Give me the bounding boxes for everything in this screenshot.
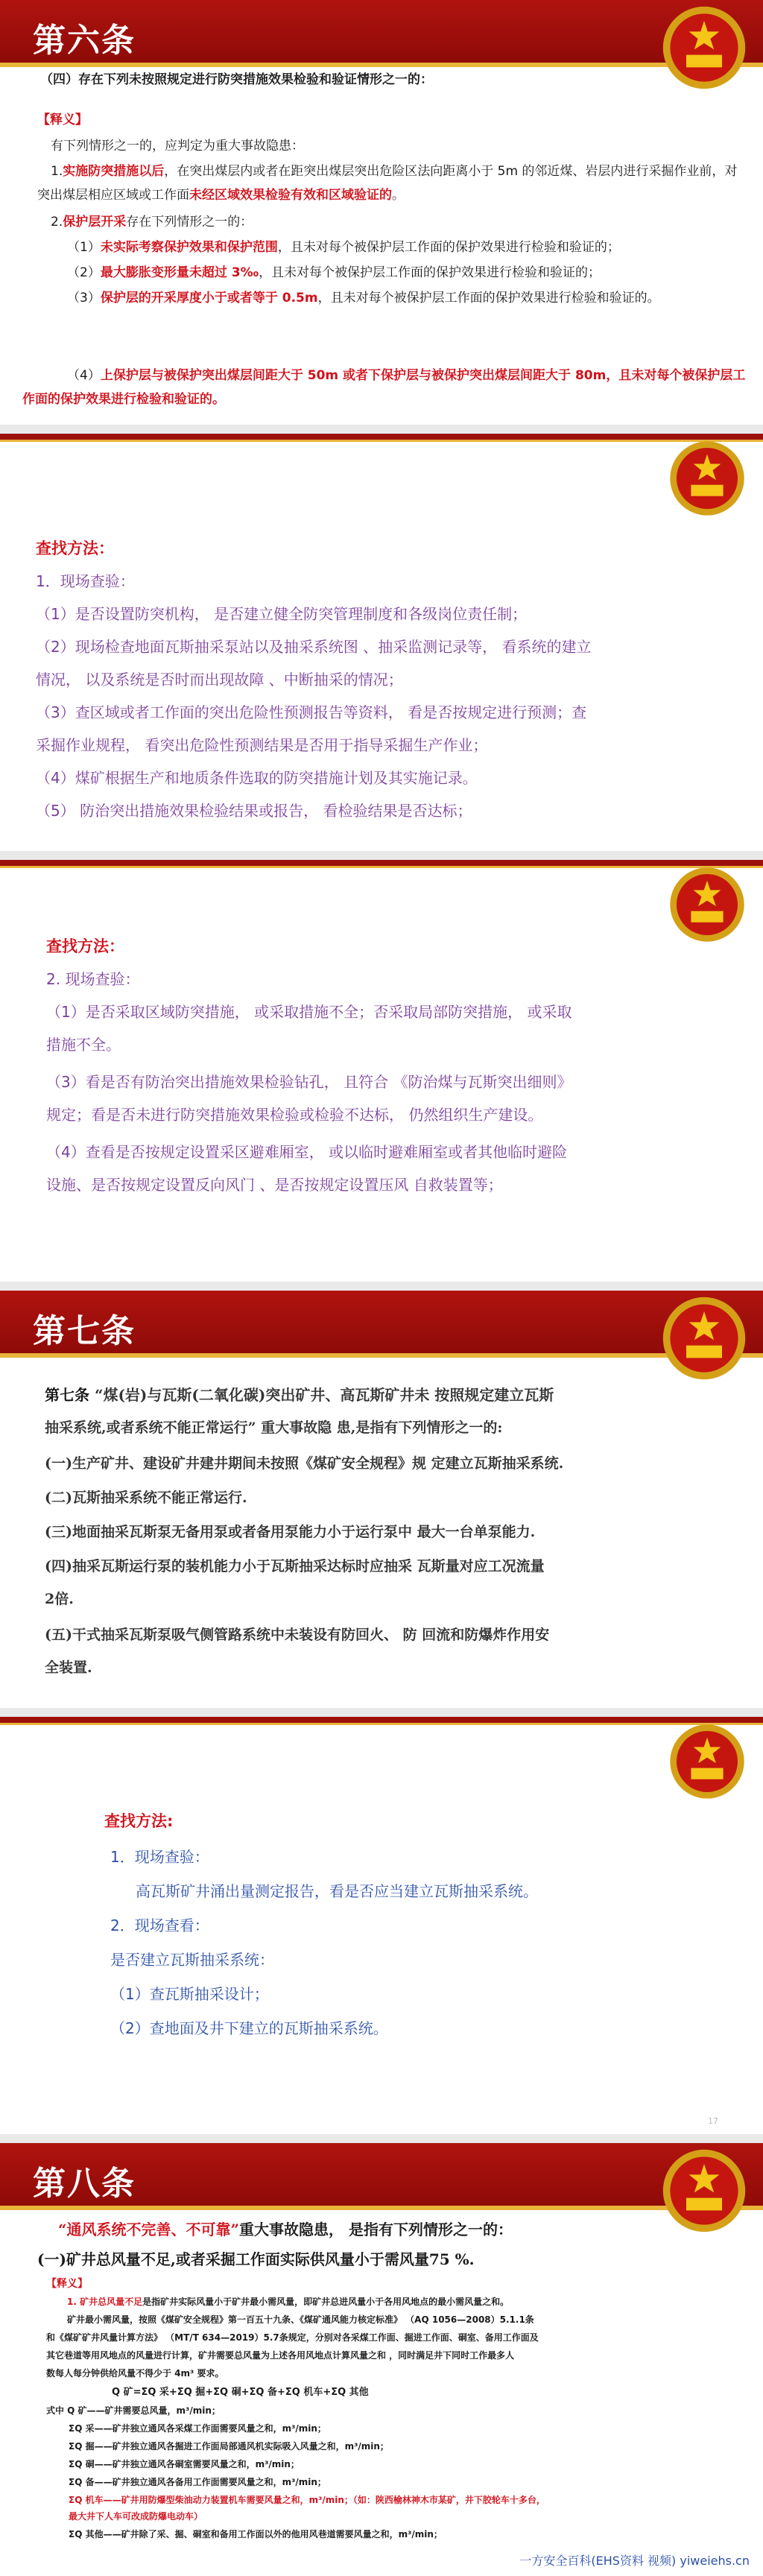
- formula-def-0: 式中 Q 矿——矿井需要总风量，m³/min；: [46, 2405, 221, 2416]
- slide-title: 第八条: [33, 2165, 136, 2203]
- check-1: （1）是否设置防突机构， 是否建立健全防突管理制度和各级岗位责任制；: [36, 605, 528, 623]
- article-7-item-1: (一)生产矿井、建设矿井建井期间未按照《煤矿安全规程》规 定建立瓦斯抽采系统.: [45, 1455, 564, 1472]
- item-1-red2: 未经区域效果检验有效和区域验证的: [189, 188, 392, 203]
- slide-header: [0, 0, 763, 67]
- item-2-num: 2.: [51, 215, 63, 230]
- formula-def-2: ΣQ 掘——矿井独立通风各掘进工作面局部通风机实际吸入风量之和，m³/min；: [69, 2441, 389, 2452]
- slide-article-8: [0, 2143, 763, 2576]
- formula: Q 矿=ΣQ 采+ΣQ 掘+ΣQ 硐+ΣQ 备+ΣQ 机车+ΣQ 其他: [112, 2387, 369, 2398]
- item-2: [51, 210, 253, 234]
- slide-title: 第六条: [33, 22, 136, 60]
- article-8-intro: [58, 2218, 513, 2241]
- check-line-1: 高瓦斯矿井涌出量测定报告，看是否应当建立瓦斯抽采系统。: [136, 1882, 538, 1900]
- article-label: 第七条: [45, 1386, 89, 1404]
- interpretation-tag: 【释义】: [46, 2278, 88, 2290]
- header-gold-line: [0, 1353, 763, 1358]
- check-line-2: 是否建立瓦斯抽采系统：: [110, 1951, 274, 1969]
- interp-line-3: 和《煤矿矿井风量计算方法》 （MT/T 634—2019）5.7条规定，分别对各采煤工作面、掘进工作面、硐室、备用工作面及: [46, 2332, 539, 2343]
- slide-separator: [0, 2134, 763, 2143]
- top-band: [0, 860, 763, 866]
- sub-item-2-num: （2）: [67, 265, 101, 280]
- article-7-intro-a: [45, 1379, 554, 1411]
- sub-item-1-red: 未实际考察保护效果和保护范围: [100, 240, 278, 255]
- slide-separator: [0, 425, 763, 434]
- article-8-intro-red: “通风系统不完善、不可靠”: [58, 2221, 240, 2238]
- article-7-intro-a-text: “煤(岩)与瓦斯(二氧化碳)突出矿井、高瓦斯矿井未 按照规定建立瓦斯: [89, 1386, 554, 1404]
- formula-def-5: ΣQ 机车——矿井用防爆型柴油动力装置机车需要风量之和，m³/min；（如：陕西榆林神木市某矿，井下胶轮车十多台，: [69, 2495, 545, 2505]
- source-footer[interactable]: 一方安全百科(EHS资料 视频) yiweiehs.cn: [519, 2554, 750, 2568]
- check-5: （5） 防治突出措施效果检验结果或报告， 看检验结果是否达标；: [36, 802, 472, 820]
- check-3a: （3）查区域或者工作面的突出危险性预测报告等资料， 看是否按规定进行预测；查: [36, 703, 587, 721]
- article-8-item-1: (一)矿井总风量不足,或者采掘工作面实际供风量小于需风量75 %.: [37, 2250, 475, 2268]
- sub-item-4-red: 上保护层与被保护突出煤层间距大于 50m 或者下保护层与被保护突出煤层间距大于 80m: [100, 368, 607, 383]
- sub-item-3-num: （3）: [67, 291, 101, 306]
- sub-item-2-red: 最大膨胀变形量未超过 3‰: [100, 265, 259, 280]
- slide-title: 第七条: [33, 1312, 136, 1350]
- slide-separator: [0, 1282, 763, 1291]
- national-emblem-icon: [667, 438, 747, 519]
- sub-item-2: [67, 261, 753, 285]
- slide-inspection-method-1: [0, 434, 763, 851]
- article-7-item-5a: (五)干式抽采瓦斯泵吸气侧管路系统中未装设有防回火、 防 回流和防爆炸作用安: [45, 1627, 550, 1643]
- sub-item-2-rest: ，且未对每个被保护层工作面的保护效果进行检验和验证的；: [259, 265, 601, 280]
- top-gold-line: [0, 866, 763, 868]
- item-1-red: 实施防突措施以后: [63, 164, 165, 179]
- national-emblem-icon: [659, 2146, 749, 2235]
- check-4a: （4）查看是否按规定设置采区避难厢室， 或以临时避难厢室或者其他临时避险: [46, 1143, 568, 1161]
- header-gold-line: [0, 2206, 763, 2210]
- check-line-3: （1）查瓦斯抽采设计；: [110, 1985, 269, 2003]
- check-1a: （1）是否采取区域防突措施， 或采取措施不全；否采取局部防突措施， 或采取: [46, 1003, 572, 1021]
- slide-separator: [0, 1708, 763, 1717]
- item-1-end: 。: [392, 188, 405, 203]
- slide-inspection-method-2: [0, 860, 763, 1282]
- slide-header: [0, 2143, 763, 2210]
- top-band: [0, 434, 763, 440]
- sub-item-3: [22, 286, 749, 310]
- intro-line: （四）存在下列未按照规定进行防突措施效果检验和验证情形之一的：: [40, 72, 433, 87]
- section-heading: 查找方法：: [36, 539, 114, 557]
- national-emblem-icon: [667, 864, 747, 945]
- sub-item-1-rest: ，且未对每个被保护层工作面的保护效果进行检验和验证的；: [277, 240, 620, 255]
- article-8-intro-text: 重大事故隐患， 是指有下列情形之一的：: [239, 2221, 513, 2238]
- item-2-red: 保护层开采: [63, 215, 127, 230]
- item-1-num: 1.: [51, 164, 63, 179]
- top-gold-line: [0, 1723, 763, 1725]
- check-3b: 规定；看是否未进行防突措施效果检验或检验不达标， 仍然组织生产建设。: [46, 1106, 543, 1124]
- item-1-rest: ，在突出煤层内或者在距突出煤层突出危险区法向距离小于 5m 的邻近煤、岩层内进行采掘作业前，对突出煤层相应区域或工作面: [37, 164, 738, 203]
- section-heading: 查找方法:: [104, 1812, 174, 1830]
- check-2b: 情况， 以及系统是否时而出现故障 、中断抽采的情况；: [36, 671, 403, 689]
- check-3b: 采掘作业规程， 看突出危险性预测结果是否用于指导采掘生产作业；: [36, 736, 488, 754]
- sub-item-4-rest: ，且未对每个被保护层工作面的保护效果进行检验和验证的。: [22, 368, 746, 407]
- interp-line-1-red: 1. 矿井总风量不足: [67, 2297, 143, 2307]
- top-band: [0, 1717, 763, 1723]
- check-4b: 设施、是否按规定设置反向风门 、是否按规定设置压风 自救装置等；: [46, 1176, 503, 1194]
- check-1b: 措施不全。: [46, 1036, 121, 1054]
- interp-line-1: [67, 2294, 509, 2310]
- slide-inspection-method-3: [0, 1717, 763, 2134]
- national-emblem-icon: [667, 1721, 747, 1802]
- sub-item-3-red: 保护层的开采厚度小于或者等于 0.5m: [100, 291, 318, 306]
- lead-line: 有下列情形之一的，应判定为重大事故隐患：: [51, 139, 304, 154]
- article-7-item-4b: 2倍.: [45, 1591, 74, 1607]
- section-heading: 查找方法：: [46, 937, 124, 955]
- check-2a: （2）现场检查地面瓦斯抽采泵站以及抽采系统图 、抽采监测记录等， 看系统的建立: [36, 638, 592, 656]
- sub-item-4: [22, 364, 749, 411]
- sub-item-1: [67, 235, 753, 259]
- check-3a: （3）看是否有防治突出措施效果检验钻孔， 且符合 《防治煤与瓦斯突出细则》: [46, 1073, 572, 1091]
- national-emblem-icon: [659, 3, 749, 92]
- top-gold-line: [0, 440, 763, 442]
- formula-def-6: ΣQ 其他——矿井除了采、掘、硐室和备用工作面以外的他用风巷道需要风量之和，m³/min；: [69, 2529, 443, 2539]
- interp-line-2: 矿井最小需风量，按照《煤矿安全规程》第一百五十九条、《煤矿通风能力核定标准》 （AQ 1056—2008）5.1.1条: [67, 2314, 534, 2325]
- subheading-1: 1．现场查验：: [110, 1848, 209, 1866]
- formula-def-1: ΣQ 采——矿井独立通风各采煤工作面需要风量之和，m³/min；: [69, 2423, 326, 2434]
- subheading: 2. 现场查验：: [46, 970, 140, 988]
- article-7-intro-b: 抽采系统,或者系统不能正常运行” 重大事故隐 患,是指有下列情形之一的:: [45, 1420, 503, 1436]
- slide-article-6: [0, 0, 763, 425]
- sub-item-4-num: （4）: [67, 368, 101, 383]
- article-7-item-3: (三)地面抽采瓦斯泵无备用泵或者备用泵能力小于运行泵中 最大一台单泵能力.: [45, 1524, 536, 1540]
- formula-def-4: ΣQ 备——矿井独立通风各备用工作面需要风量之和，m³/min；: [69, 2477, 326, 2487]
- sub-item-3-rest: ，且未对每个被保护层工作面的保护效果进行检验和验证的。: [317, 291, 660, 306]
- interp-line-5: 数每人每分钟供给风量不得少于 4m³ 要求。: [46, 2368, 224, 2379]
- formula-def-3: ΣQ 硐——矿井独立通风各硐室需要风量之和，m³/min；: [69, 2459, 300, 2469]
- slide-separator: [0, 851, 763, 860]
- interp-line-4: 其它巷道等用风地点的风量进行计算，矿井需要总风量为上述各用风地点计算风量之和 ，同时满足井下同时工作最多人: [46, 2350, 515, 2361]
- interp-line-1-text: 是指矿井实际风量小于矿井最小需风量，即矿井总进风量小于各用风地点的最小需风量之和。: [142, 2297, 510, 2307]
- formula-def-5b: 最大井下人车可改成防爆电动车）: [69, 2511, 203, 2522]
- page-number: 17: [708, 2116, 718, 2126]
- slide-article-7: [0, 1291, 763, 1708]
- check-4: （4）煤矿根据生产和地质条件选取的防突措施计划及其实施记录。: [36, 769, 478, 787]
- article-7-item-2: (二)瓦斯抽采系统不能正常运行.: [45, 1490, 247, 1506]
- subheading-2: 2．现场查看：: [110, 1917, 209, 1934]
- interpretation-tag: 【释义】: [37, 113, 88, 127]
- item-2-rest: 存在下列情形之一的：: [126, 215, 253, 230]
- subheading: 1．现场查验：: [36, 572, 135, 590]
- sub-item-1-num: （1）: [67, 240, 101, 255]
- article-7-item-5b: 全装置.: [45, 1659, 92, 1676]
- national-emblem-icon: [659, 1294, 749, 1383]
- article-7-item-4a: (四)抽采瓦斯运行泵的装机能力小于瓦斯抽采达标时应抽采 瓦斯量对应工况流量: [45, 1558, 545, 1575]
- header-gold-line: [0, 63, 763, 67]
- item-1: [37, 159, 745, 207]
- slide-header: [0, 1291, 763, 1358]
- check-line-4: （2）查地面及井下建立的瓦斯抽采系统。: [110, 2019, 388, 2037]
